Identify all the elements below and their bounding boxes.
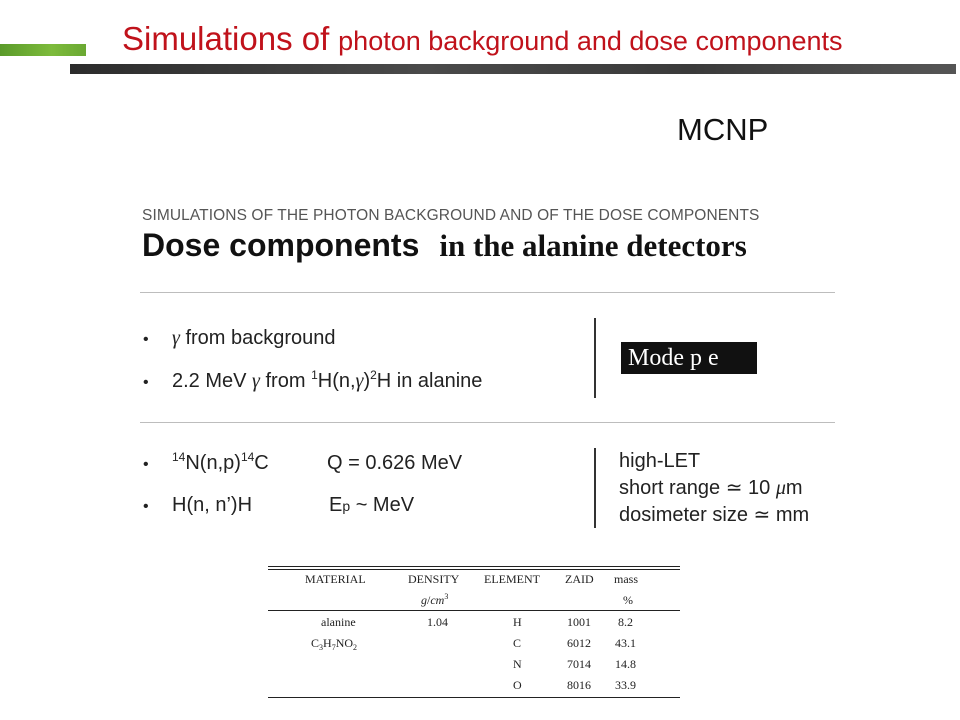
unit-text: g bbox=[421, 593, 427, 607]
table-header-density: DENSITY bbox=[408, 572, 460, 586]
energy-symbol: E bbox=[329, 494, 343, 516]
gamma-symbol: γ bbox=[172, 327, 180, 349]
table-cell-zaid: 7014 bbox=[567, 657, 591, 671]
panel-divider-middle bbox=[140, 422, 835, 423]
bullet-nitrogen-capture bbox=[143, 452, 269, 475]
bullet-gamma-background bbox=[143, 327, 336, 350]
mass-number: 14 bbox=[172, 450, 186, 464]
mcnp-label: MCNP bbox=[677, 112, 769, 147]
note-short-range bbox=[619, 475, 809, 502]
table-rule-header bbox=[268, 610, 680, 611]
formula-subscript: 2 bbox=[353, 643, 358, 652]
table-cell-mass: 43.1 bbox=[615, 636, 636, 650]
table-rule-top bbox=[268, 566, 680, 567]
bullet-energy: 2.2 MeV bbox=[172, 370, 253, 392]
bullet-dot: • bbox=[143, 331, 149, 348]
vertical-divider-upper bbox=[594, 318, 596, 398]
panel-subtitle: SIMULATIONS OF THE PHOTON BACKGROUND AND OF THE DOSE COMPONENTS bbox=[142, 207, 760, 224]
note-text: short range bbox=[619, 477, 726, 499]
q-value: Q = 0.626 MeV bbox=[327, 452, 463, 474]
table-header-zaid: ZAID bbox=[565, 572, 594, 586]
mass-number: 2 bbox=[370, 368, 377, 382]
table-cell-mass: 14.8 bbox=[615, 657, 636, 671]
note-text: 10 bbox=[742, 477, 776, 499]
panel-divider-top bbox=[140, 292, 835, 293]
energy-value: ~ MeV bbox=[350, 494, 415, 516]
energy-subscript: p bbox=[342, 498, 351, 514]
table-unit-density bbox=[421, 593, 448, 608]
vertical-divider-lower bbox=[594, 448, 596, 528]
bullet-dot: • bbox=[143, 498, 149, 515]
table-cell-zaid: 8016 bbox=[567, 678, 591, 692]
table-density-value: 1.04 bbox=[427, 615, 448, 629]
table-material-name: alanine bbox=[321, 615, 356, 629]
unit-text: / bbox=[427, 593, 431, 607]
table-header-material: MATERIAL bbox=[305, 572, 366, 586]
table-rule-top-double bbox=[268, 569, 680, 570]
slide-title bbox=[122, 20, 843, 58]
unit-exponent: 3 bbox=[444, 592, 449, 601]
formula-subscript: 7 bbox=[331, 643, 336, 652]
bullet-text: ) bbox=[363, 370, 371, 392]
accent-green-bar bbox=[0, 44, 86, 56]
table-cell-mass: 8.2 bbox=[618, 615, 633, 629]
table-rule-bottom bbox=[268, 697, 680, 698]
note-text: dosimeter size bbox=[619, 504, 754, 526]
bullet-dot: • bbox=[143, 456, 149, 473]
table-cell-element: H bbox=[513, 615, 522, 629]
bullet-text: C bbox=[254, 452, 269, 474]
approx-symbol: ≃ bbox=[753, 504, 771, 526]
note-dosimeter-size bbox=[619, 502, 809, 529]
table-cell-element: C bbox=[513, 636, 522, 650]
header-divider-bar bbox=[70, 64, 956, 74]
table-header-mass: mass bbox=[614, 572, 638, 586]
bullet-text: N(n,p) bbox=[185, 452, 241, 474]
mass-number: 1 bbox=[311, 368, 318, 382]
bullet-elastic-scatter bbox=[143, 494, 252, 517]
table-header-element: ELEMENT bbox=[484, 572, 540, 586]
bullet-text: from bbox=[259, 370, 312, 392]
bullet-dot: • bbox=[143, 374, 149, 391]
note-text: mm bbox=[770, 504, 810, 526]
slide-title-part1: Simulations of bbox=[122, 20, 330, 57]
panel-heading-serif: in the alanine detectors bbox=[439, 228, 747, 263]
gamma-symbol: γ bbox=[355, 370, 364, 392]
slide-title-part2: photon background and dose components bbox=[338, 26, 843, 56]
bullet-text: H(n, n’)H bbox=[172, 494, 253, 516]
table-cell-mass: 33.9 bbox=[615, 678, 636, 692]
bullet-text: from background bbox=[179, 327, 336, 349]
notes-block bbox=[619, 448, 809, 529]
mu-symbol: μ bbox=[775, 477, 786, 499]
bullet-text: H in alanine bbox=[376, 370, 483, 392]
panel-heading-sans: Dose components bbox=[142, 227, 420, 263]
formula-text: C bbox=[311, 636, 320, 650]
mass-number: 14 bbox=[240, 450, 255, 464]
table-cell-element: O bbox=[513, 678, 522, 692]
gamma-symbol: γ bbox=[252, 370, 260, 392]
formula-subscript: 3 bbox=[319, 643, 324, 652]
table-unit-mass: % bbox=[623, 593, 633, 607]
bullet-gamma-capture bbox=[143, 370, 482, 393]
table-cell-element: N bbox=[513, 657, 522, 671]
proton-energy bbox=[329, 494, 414, 517]
note-high-let: high-LET bbox=[619, 450, 701, 472]
note-text: m bbox=[785, 477, 803, 499]
bullet-text: H(n, bbox=[317, 370, 356, 392]
table-cell-zaid: 6012 bbox=[567, 636, 591, 650]
unit-text: cm bbox=[430, 593, 445, 607]
panel-heading bbox=[142, 227, 747, 264]
table-material-formula bbox=[311, 636, 357, 651]
approx-symbol: ≃ bbox=[725, 477, 743, 499]
mode-label-box: Mode p e bbox=[621, 342, 757, 374]
formula-text: H bbox=[323, 636, 332, 650]
formula-text: NO bbox=[335, 636, 354, 650]
table-cell-zaid: 1001 bbox=[567, 615, 591, 629]
